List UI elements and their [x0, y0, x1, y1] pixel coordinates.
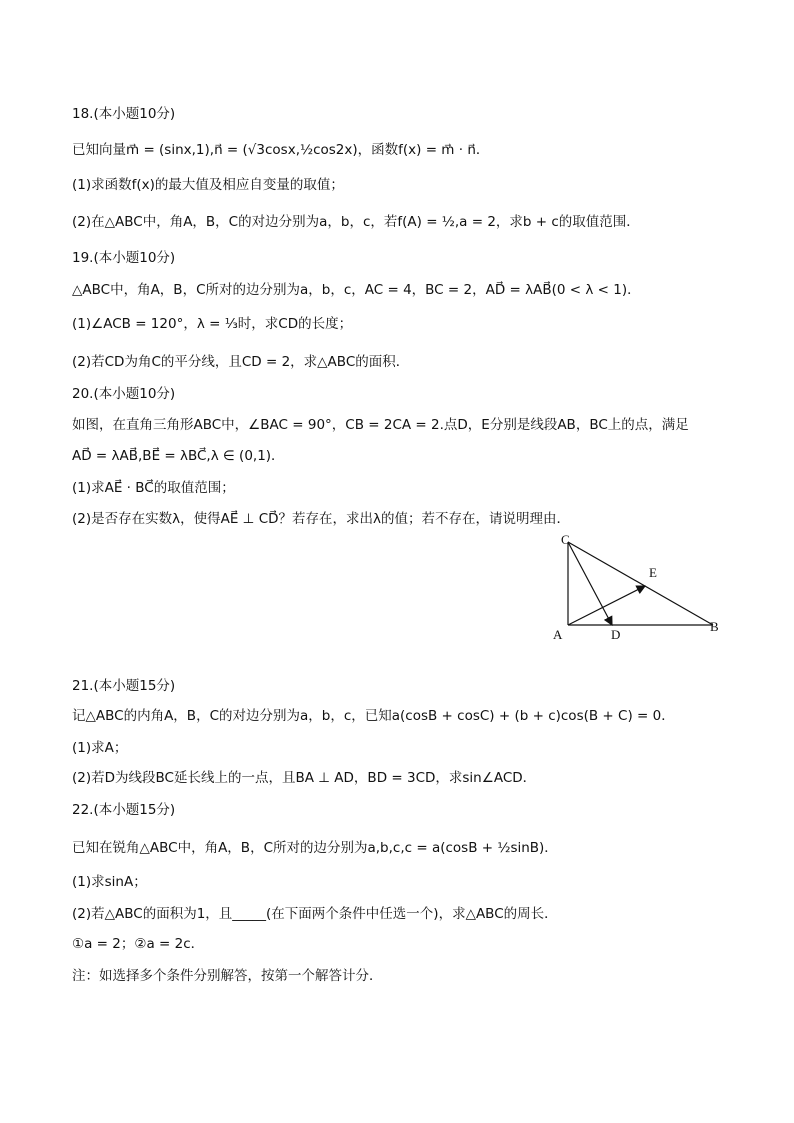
label-c: C [561, 532, 570, 547]
label-e: E [649, 565, 657, 580]
label-b: B [710, 619, 719, 634]
triangle-figure [548, 532, 728, 647]
q18-header: 18.(本小题10分) [72, 106, 176, 122]
q19-part2: (2)若CD为角C的平分线，且CD = 2，求△ABC的面积． [72, 354, 410, 370]
q21-part1: (1)求A； [72, 740, 128, 756]
q22-stem: 已知在锐角△ABC中，角A，B，C所对的边分别为a,b,c,c = a(cosB + ½sinB)． [72, 840, 558, 856]
q22-options: ①a = 2；②a = 2c． [72, 936, 205, 952]
q18-stem: 已知向量m⃗ = (sinx,1),n⃗ = (√3cosx,½cos2x)，函数f(x) = m⃗ · n⃗． [72, 142, 490, 158]
q20-stem-2: AD⃗ = λAB⃗,BE⃗ = λBC⃗,λ ∈ (0,1)． [72, 448, 285, 464]
label-a: A [553, 627, 563, 642]
q19-stem: △ABC中，角A，B，C所对的边分别为a，b，c，AC = 4，BC = 2，AD⃗ = λAB⃗(0 < λ < 1)． [72, 282, 641, 298]
q22-note: 注：如选择多个条件分别解答，按第一个解答计分． [72, 968, 383, 984]
label-d: D [611, 627, 621, 642]
q18-part1: (1)求函数f(x)的最大值及相应自变量的取值； [72, 177, 344, 193]
q19-header: 19.(本小题10分) [72, 250, 176, 266]
vector-ae [568, 586, 645, 625]
q22-header: 22.(本小题15分) [72, 802, 176, 818]
q20-header: 20.(本小题10分) [72, 386, 176, 402]
q19-part1: (1)∠ACB = 120°，λ = ⅓时，求CD的长度； [72, 316, 353, 332]
q21-header: 21.(本小题15分) [72, 678, 176, 694]
q20-part1: (1)求AE⃗ · BC⃗的取值范围； [72, 480, 235, 496]
q22-part2: (2)若△ABC的面积为1，且_____(在下面两个条件中任选一个)，求△ABC的周长． [72, 906, 558, 922]
q20-stem-1: 如图，在直角三角形ABC中，∠BAC = 90°，CB = 2CA = 2.点D，E分别是线段AB，BC上的点，满足 [72, 417, 689, 433]
q20-part2: (2)是否存在实数λ，使得AE⃗ ⊥ CD⃗？若存在，求出λ的值；若不存在，请说明理由． [72, 511, 571, 527]
q22-part1: (1)求sinA； [72, 874, 147, 890]
q21-stem: 记△ABC的内角A，B，C的对边分别为a，b，c，已知a(cosB + cosC) + (b + c)cos(B + C) = 0． [72, 708, 675, 724]
q21-part2: (2)若D为线段BC延长线上的一点，且BA ⊥ AD，BD = 3CD，求sin∠ACD． [72, 770, 537, 786]
q18-part2: (2)在△ABC中，角A，B，C的对边分别为a，b，c，若f(A) = ½,a = 2，求b + c的取值范围． [72, 214, 640, 230]
